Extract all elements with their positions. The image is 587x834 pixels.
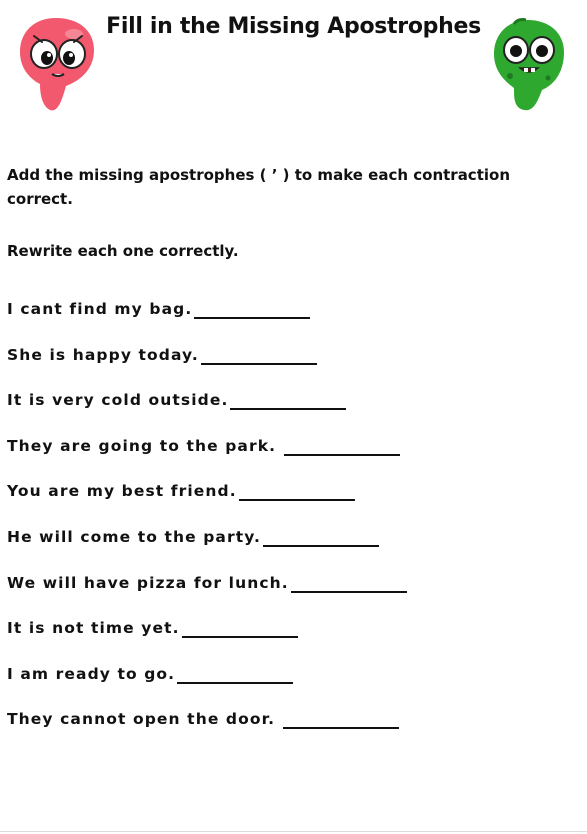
page-divider: [0, 831, 587, 832]
exercise-item: [7, 479, 567, 525]
answer-blank[interactable]: [201, 343, 317, 365]
exercise-item: [7, 571, 567, 617]
exercise-sentence: It is very cold outside.: [7, 391, 229, 410]
answer-blank[interactable]: [177, 662, 293, 684]
answer-blank[interactable]: [291, 571, 407, 593]
exercise-sentence: It is not time yet.: [7, 619, 180, 638]
green-monster-icon: [490, 16, 568, 112]
page-title: Fill in the Missing Apostrophes: [106, 14, 481, 39]
answer-blank[interactable]: [230, 388, 346, 410]
answer-blank[interactable]: [239, 479, 355, 501]
exercise-item: [7, 343, 567, 389]
exercise-item: [7, 388, 567, 434]
exercise-item: [7, 525, 567, 571]
instruction-rewrite: Rewrite each one correctly.: [7, 242, 239, 260]
exercise-sentence: She is happy today.: [7, 345, 199, 364]
answer-blank[interactable]: [263, 525, 379, 547]
exercise-sentence: They cannot open the door.: [7, 710, 276, 729]
answer-blank[interactable]: [182, 616, 298, 638]
exercise-sentence: I am ready to go.: [7, 664, 176, 683]
answer-blank[interactable]: [194, 297, 310, 319]
exercise-item: [7, 616, 567, 662]
exercise-item: [7, 297, 567, 343]
exercise-item: [7, 662, 567, 708]
exercise-sentence: They are going to the park.: [7, 436, 277, 455]
instruction-text: Add the missing apostrophes ( ’ ) to make each contraction correct.: [7, 166, 510, 208]
exercise-sentence: I cant find my bag.: [7, 300, 193, 318]
exercise-sentence: You are my best friend.: [7, 482, 237, 501]
exercise-list: [7, 297, 567, 753]
exercise-item: [7, 707, 567, 753]
exercise-item: [7, 434, 567, 480]
answer-blank[interactable]: [283, 707, 399, 729]
exercise-sentence: He will come to the party.: [7, 527, 262, 546]
answer-blank[interactable]: [284, 434, 400, 456]
exercise-sentence: We will have pizza for lunch.: [7, 573, 289, 592]
